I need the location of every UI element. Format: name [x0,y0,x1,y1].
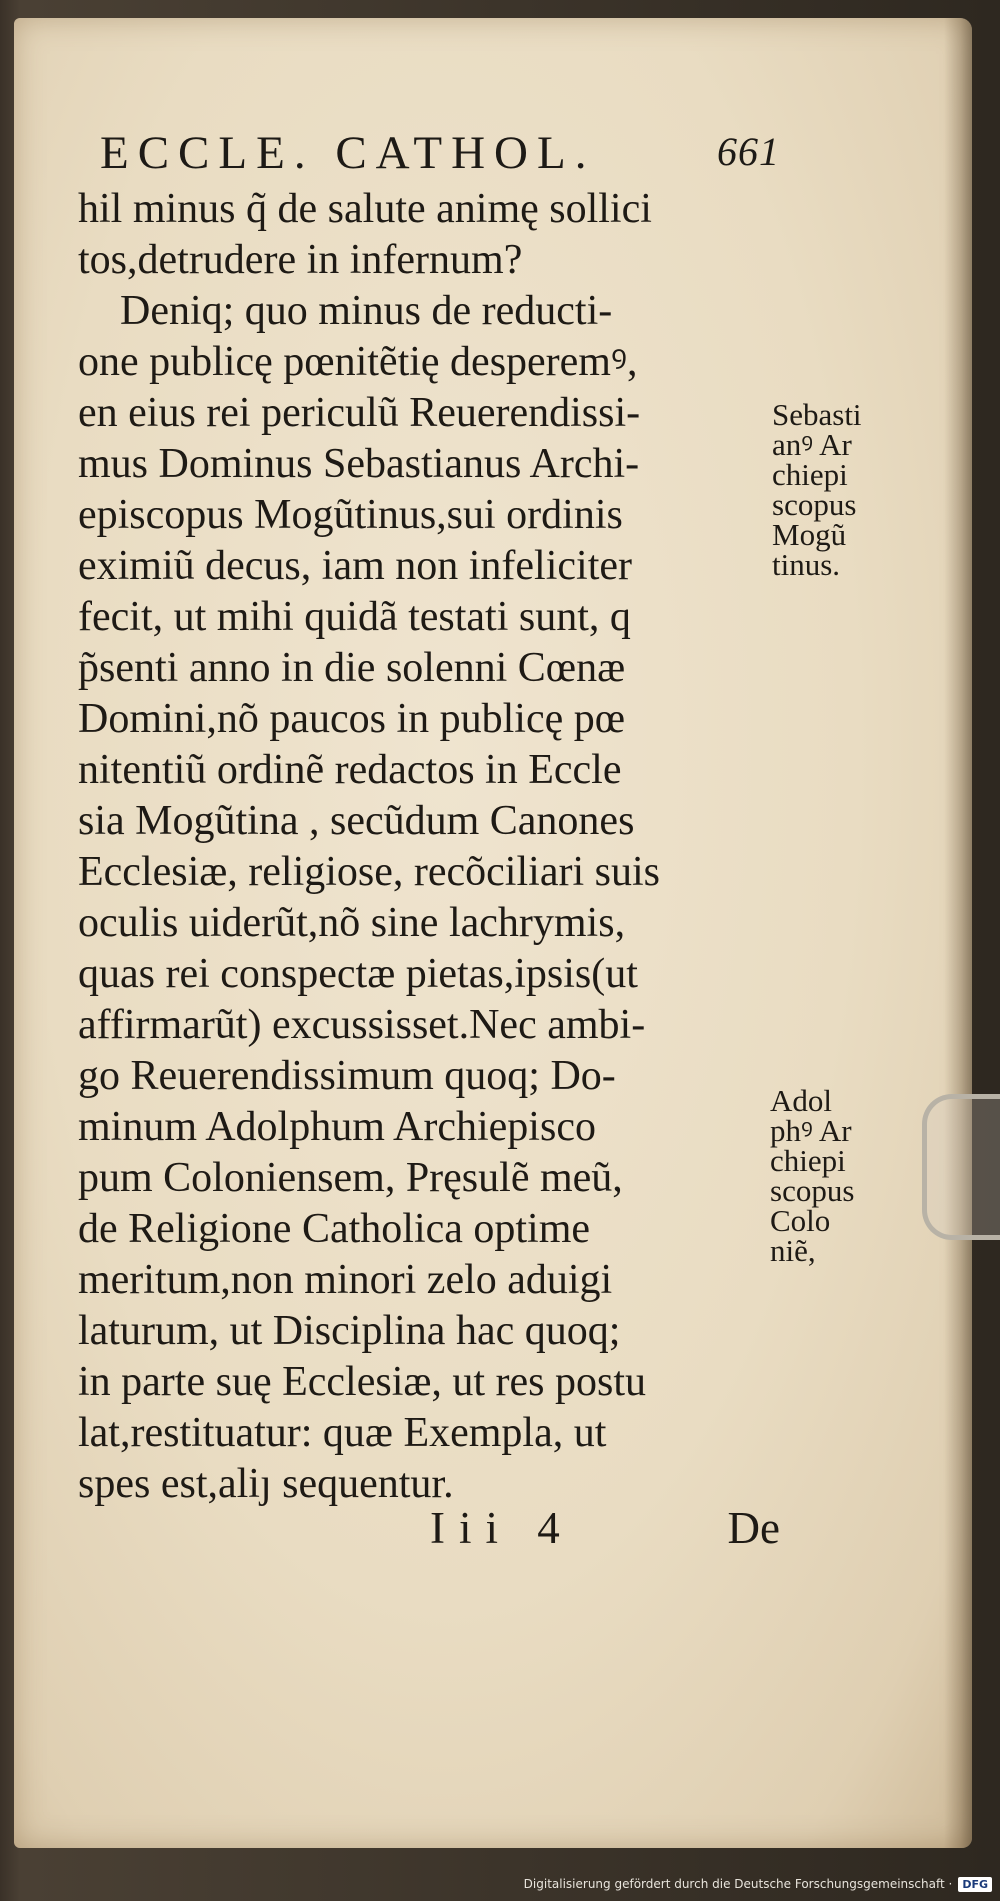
marginal-note-line: Adol [770,1083,832,1118]
text-line: episcopus Mogũtinus,sui ordinis [78,492,623,538]
text-line: de Religione Catholica optime [78,1206,591,1252]
text-line: minum Adolphum Archiepisco [78,1104,596,1150]
text-line: Domini,nõ paucos in publicę pœ [78,696,626,742]
text-line: meritum,non minori zelo aduigi [78,1257,613,1303]
text-line: oculis uiderũt,nõ sine lachrymis, [78,900,626,946]
text-line: go Reuerendissimum quoq; Do- [78,1053,616,1099]
text-line: sia Mogũtina , secũdum Canones [78,798,635,844]
marginal-note-line: Sebasti [772,397,862,432]
text-line: en eius rei periculũ Reuerendissi- [78,390,641,436]
marginal-note-adolphus [770,1083,910,1268]
credit-text: Digitalisierung gefördert durch die Deutsche Forschungsgemeinschaft · [523,1877,953,1891]
marginal-note-line: chiepi [770,1143,846,1178]
marginal-note-line: Colo [770,1203,831,1238]
marginal-note-line: chiepi [772,457,848,492]
marginal-note-sebastianus [772,397,912,582]
text-line: Deniq; quo minus de reducti- [78,288,613,334]
marginal-note-line: niẽ, [770,1233,816,1268]
text-line: mus Dominus Sebastianus Archi- [78,441,640,487]
text-line: nitentiũ ordinẽ redactos in Eccle [78,747,622,793]
text-line: fecit, ut mihi quidã testati sunt, q [78,594,631,640]
catchword: De [727,1503,780,1553]
text-line: one publicę pœnitẽtię desperemꝰ, [78,339,638,385]
main-text-block [78,184,758,1510]
running-head-title: ECCLE. CATHOL. [100,127,596,179]
text-line: spes est,aliȷ sequentur. [78,1461,454,1507]
page-clip [922,1094,1000,1240]
marginal-note-line: scopus [772,487,857,522]
text-line: tos,detrudere in infernum? [78,237,523,283]
marginal-note-line: anꝰ Ar [772,427,852,462]
text-line: Ecclesiæ, religiose, recõciliari suis [78,849,660,895]
dfg-logo: DFG [958,1877,992,1892]
text-line: in parte suę Ecclesiæ, ut res postu [78,1359,647,1405]
marginal-note-line: phꝰ Ar [770,1113,852,1148]
text-line: hil minus q̃ de salute animę sollici [78,186,652,232]
running-head [100,126,780,186]
signature-mark: Iii 4 [430,1503,574,1553]
text-line: pum Coloniensem, Pręsulẽ meũ, [78,1155,623,1201]
page-footer [430,1502,780,1558]
text-line: quas rei conspectæ pietas,ipsis(ut [78,951,638,997]
digitization-credit [524,1873,992,1895]
page-edge-shadow [944,18,972,1848]
marginal-note-line: tinus. [772,547,841,582]
text-line: p̃senti anno in die solenni Cœnæ [78,645,626,691]
marginal-note-line: Mogũ [772,517,847,552]
text-line: eximiũ decus, iam non infeliciter [78,543,632,589]
page-number: 661 [717,129,780,174]
text-line: affirmarũt) excussisset.Nec ambi- [78,1002,646,1048]
text-line: lat,restituatur: quæ Exempla, ut [78,1410,607,1456]
marginal-note-line: scopus [770,1173,855,1208]
text-line: laturum, ut Disciplina hac quoq; [78,1308,621,1354]
